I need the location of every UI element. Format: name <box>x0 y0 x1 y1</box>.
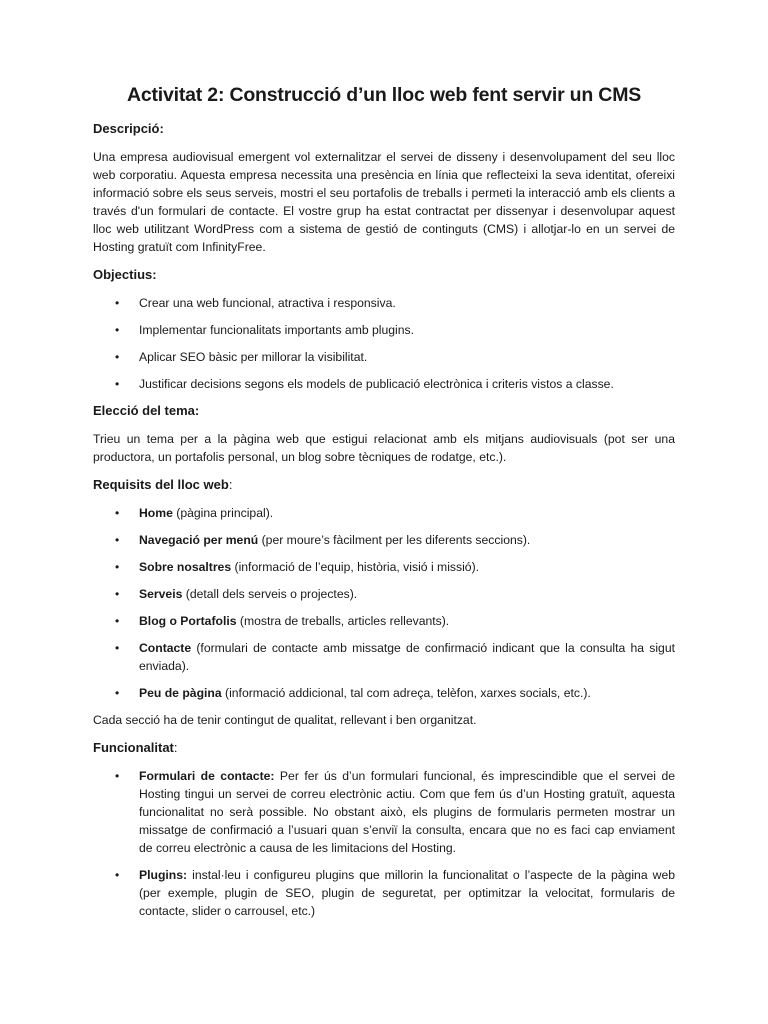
list-item: • Justificar decisions segons els models de publicació electrònica i criteris vistos a classe. <box>115 377 614 391</box>
requirements-heading: Requisits del lloc web: <box>93 477 233 492</box>
functionality-list <box>93 767 675 920</box>
list-item: • Formulari de contacte: Per fer ús d’un formulari funcional, és imprescindible que el servei de Hosting tingui un servei de correu electrònic actiu. Com que fem ús d’un Hosting gratuït, aquesta funcionalitat no serà possible. No obstant això, els plugins de formularis permeten mostrar un missatge de confirmació a l’usuari quan s’enviï la consulta, encara que no es faci cap enviament de correu electrònic a causa de les limitacions del Hosting. <box>115 769 676 855</box>
list-item: • Navegació per menú (per moure’s fàcilment per les diferents seccions). <box>115 533 531 547</box>
list-item: • Home (pàgina principal). <box>115 506 274 520</box>
objectives-heading: Objectius: <box>93 267 157 282</box>
bullet-icon: • <box>115 533 120 547</box>
page-title: Activitat 2: Construcció d’un lloc web fent servir un CMS <box>126 84 642 106</box>
list-item: • Serveis (detall dels serveis o projectes). <box>115 587 358 601</box>
description-text: Una empresa audiovisual emergent vol externalitzar el servei de disseny i desenvolupament del seu lloc web corporatiu. Aquesta empresa necessita una presència en línia que reflecteixi la seva identitat, ofereixi informació sobre els seus serveis, mostri el seu portafolis de treballs i permeti la interacció amb els clients a través d'un formulari de contacte. El vostre grup ha estat contractat per dissenyar i desenvolupar aquest lloc web utilitzant WordPress com a sistema de gestió de continguts (CMS) i allotjar-lo en un servei de Hosting gratuït com InfinityFree. <box>93 150 675 254</box>
list-item: • Implementar funcionalitats importants amb plugins. <box>115 323 415 337</box>
document-page <box>93 84 675 929</box>
bullet-icon: • <box>115 296 120 310</box>
list-item: • Aplicar SEO bàsic per millorar la visibilitat. <box>115 350 368 364</box>
bullet-icon: • <box>115 614 120 628</box>
bullet-icon: • <box>115 377 120 391</box>
list-item: • Crear una web funcional, atractiva i responsiva. <box>115 296 396 310</box>
list-item: • Sobre nosaltres (informació de l’equip, història, visió i missió). <box>115 560 480 574</box>
description-heading: Descripció: <box>93 121 164 136</box>
bullet-icon: • <box>115 506 120 520</box>
theme-text: Trieu un tema per a la pàgina web que estigui relacionat amb els mitjans audiovisuals (pot ser una productora, un portafolis personal, un blog sobre tècniques de rodatge, etc.). <box>93 432 675 464</box>
list-item: • Contacte (formulari de contacte amb missatge de confirmació indicant que la consulta ha sigut enviada). <box>115 641 675 673</box>
functionality-heading: Funcionalitat: <box>93 740 178 755</box>
list-item: • Peu de pàgina (informació addicional, tal com adreça, telèfon, xarxes socials, etc.). <box>115 686 591 700</box>
bullet-icon: • <box>115 350 120 364</box>
theme-heading: Elecció del tema: <box>93 403 200 418</box>
bullet-icon: • <box>115 868 120 882</box>
requirements-closing: Cada secció ha de tenir contingut de qualitat, rellevant i ben organitzat. <box>93 713 477 727</box>
list-item: • Blog o Portafolis (mostra de treballs, articles rellevants). <box>115 614 450 628</box>
bullet-icon: • <box>115 641 120 655</box>
bullet-icon: • <box>115 769 120 783</box>
objectives-list <box>93 294 675 393</box>
bullet-icon: • <box>115 560 120 574</box>
bullet-icon: • <box>115 686 120 700</box>
bullet-icon: • <box>115 323 120 337</box>
bullet-icon: • <box>115 587 120 601</box>
list-item: • Plugins: instal·leu i configureu plugins que millorin la funcionalitat o l’aspecte de la pàgina web (per exemple, plugin de SEO, plugin de seguretat, per optimitzar la velocitat, formularis de contacte, slider o carrousel, etc.) <box>115 868 675 918</box>
requirements-list <box>93 504 675 702</box>
